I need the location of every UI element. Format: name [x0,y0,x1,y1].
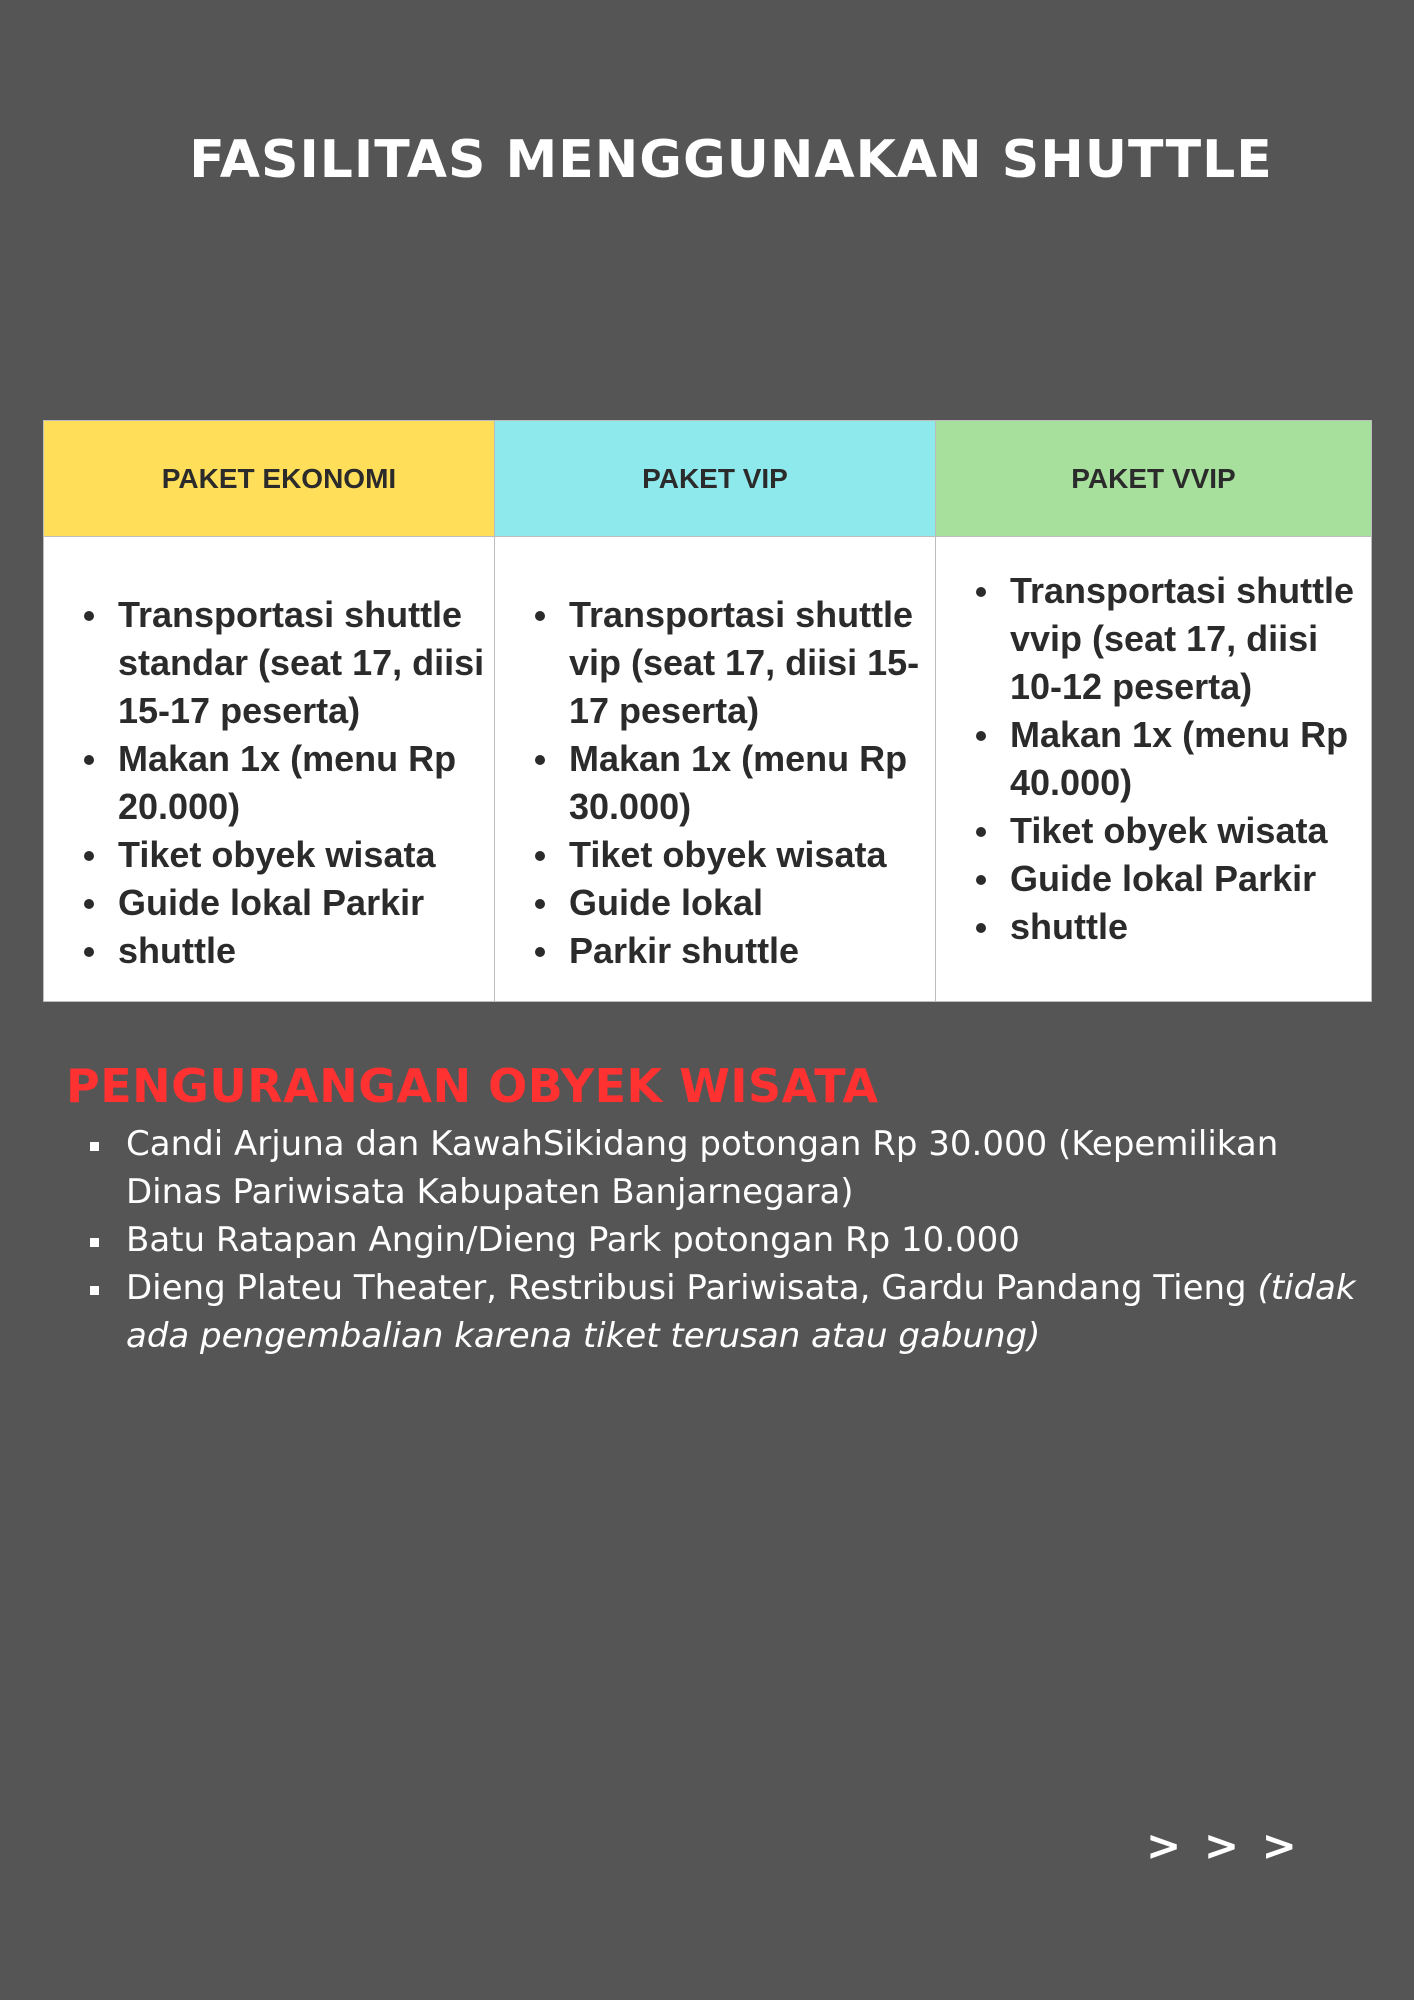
list-item: Tiket obyek wisata [936,807,1371,855]
list-item: shuttle [44,927,494,975]
list-item: Transportasi shuttle standar (seat 17, diisi 15-17 peserta) [44,591,494,735]
list-item: shuttle [936,903,1371,951]
reduction-text: Candi Arjuna dan KawahSikidang potongan Rp 30.000 (Kepemilikan Dinas Pariwisata Kabupaten Banjarnegara) [126,1124,1279,1212]
reduction-note: (tidak ada pengembalian karena tiket terusan atau gabung) [126,1268,1356,1356]
list-item: Guide lokal [495,879,935,927]
package-features-list [936,567,1371,951]
reductions-list [66,1120,1366,1360]
package-table [44,421,1371,1001]
list-item [66,1216,1366,1264]
list-item [66,1120,1366,1216]
reductions-title: PENGURANGAN OBYEK WISATA [66,1059,879,1113]
package-features-list [495,591,935,975]
reduction-text: Batu Ratapan Angin/Dieng Park potongan Rp 10.000 [126,1220,1020,1260]
list-item: Parkir shuttle [495,927,935,975]
list-item: Guide lokal Parkir [936,855,1371,903]
page-title: FASILITAS MENGGUNAKAN SHUTTLE [189,130,1273,190]
list-item: Makan 1x (menu Rp 40.000) [936,711,1371,807]
list-item: Tiket obyek wisata [44,831,494,879]
package-body-vvip [935,537,1371,1001]
package-body-ekonomi [44,537,494,1001]
reductions-section [66,1052,1366,1360]
list-item: Makan 1x (menu Rp 20.000) [44,735,494,831]
list-item: Tiket obyek wisata [495,831,935,879]
package-header-vip: PAKET VIP [494,421,935,537]
package-header-vvip: PAKET VVIP [935,421,1371,537]
list-item: Guide lokal Parkir [44,879,494,927]
package-body-vip [494,537,935,1001]
next-page-arrows[interactable]: > > > [1146,1821,1301,1870]
list-item: Transportasi shuttle vip (seat 17, diisi 15-17 peserta) [495,591,935,735]
reduction-text: Dieng Plateu Theater, Restribusi Pariwisata, Gardu Pandang Tieng [126,1268,1247,1308]
package-header-ekonomi: PAKET EKONOMI [44,421,494,537]
list-item [66,1264,1366,1360]
list-item: Transportasi shuttle vvip (seat 17, diisi 10-12 peserta) [936,567,1371,711]
list-item: Makan 1x (menu Rp 30.000) [495,735,935,831]
package-features-list [44,591,494,975]
